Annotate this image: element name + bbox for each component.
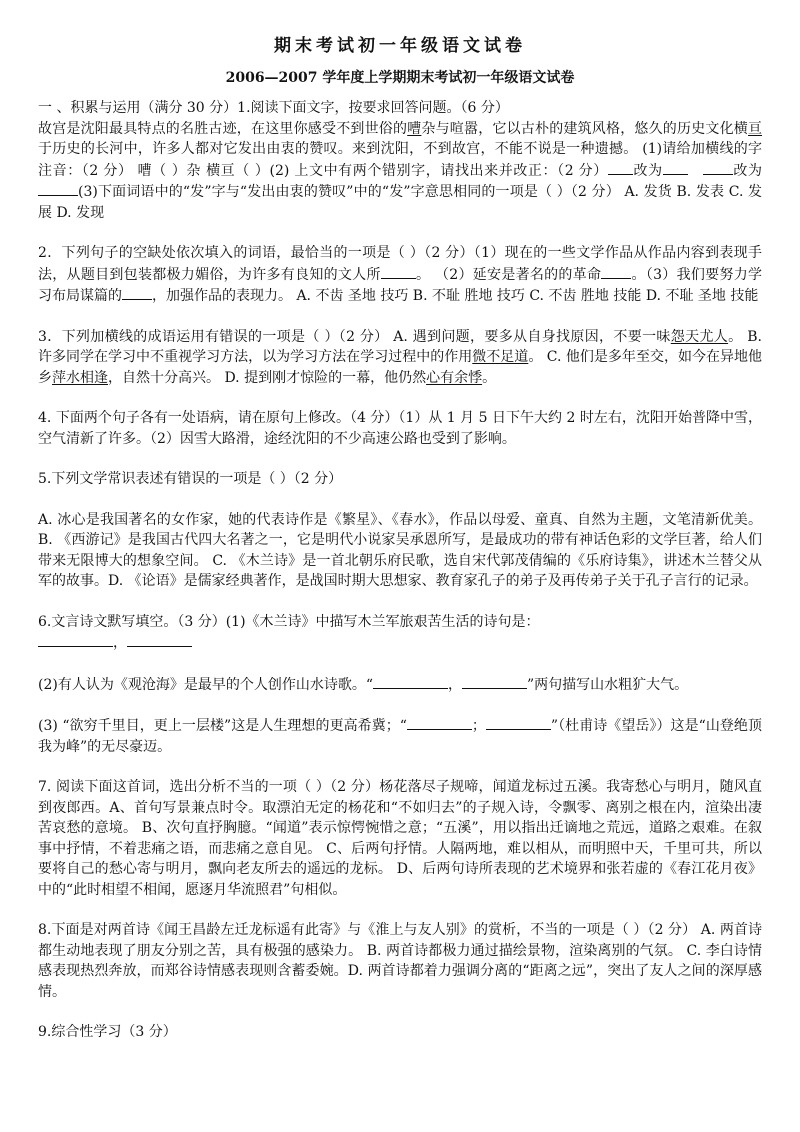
page-title: 期末考试初一年级语文试卷	[274, 36, 526, 56]
answer-blank[interactable]	[127, 632, 192, 647]
answer-blank[interactable]	[38, 181, 78, 196]
question-4: 4. 下面两个句子各有一处语病，请在原句上修改。（4 分）（1）从 1 月 5 日下午大约 2 时左右，沈阳开始普降中雪，空气清新了许多。（2）因雪大路滑，途经沈阳的不少高速公路也受到了影响。	[38, 410, 762, 447]
answer-blank[interactable]	[462, 674, 527, 689]
answer-blank[interactable]	[381, 264, 416, 279]
question-3: 3．下列加横线的成语运用有错误的一项是（ ）（2 分） A. 遇到问题，要多从自身找原因，不要一味怨天尤人。 B. 许多同学在学习中不重视学习方法，以为学习方法在学习过程中的作用微不足道。 C. 他们是多年至交，如今在异地他乡萍水相逢，自然十分高兴。 D. 提到刚才惊险的一幕，他仍然心有余悸。	[38, 328, 763, 386]
question-6-part-3: (3) “欲穷千里目，更上一层楼”这是人生理想的更高希冀；“ ； ”（杜甫诗《望岳》）这是“山登绝顶我为峰”的无尽豪迈。	[38, 715, 762, 757]
underlined-idiom: 心有余悸	[426, 369, 483, 386]
question-1: 一 、积累与运用（满分 30 分）1.阅读下面文字，按要求回答问题。（6 分） 故宫是沈阳最具特点的名胜古迹，在这里你感受不到世俗的嘈杂与喧嚣，它以古朴的建筑风格，悠久的历史文化横亘于历史的长河中，许多人都对它发出由衷的赞叹。来到沈阳，不到故宫，不能不说是一种遗撼。 (1)请给加横线的字注音：（2 分） 嘈（ ）杂 横亘（ ）(2) 上文中有两个错别字，请找出来并改正：（2 分） 改为 改为(3)下面词语中的“发”字与“发出由衷的赞叹”中的“发”字意思相同的一项是（ ）（2 分） A. 发货 B. 发表 C. 发展 D. 发现	[38, 100, 763, 221]
question-9: 9.综合性学习（3 分）	[38, 1024, 177, 1040]
answer-blank[interactable]	[601, 264, 631, 279]
question-5: 5.下列文学常识表述有错误的一项是（ ）（2 分）	[38, 471, 343, 487]
answer-blank[interactable]	[38, 632, 113, 647]
answer-blank[interactable]	[486, 715, 551, 730]
question-7: 7. 阅读下面这首词，选出分析不当的一项（ ）（2 分）杨花落尽子规啼，闻道龙标过五溪。我寄愁心与明月，随风直到夜郎西。A、首句写景兼点时令。取漂泊无定的杨花和“不如归去”的子规入诗，令飘零、离别之根在内，渲染出凄苦哀愁的意境。 B、次句直抒胸臆。“闻道”表示惊愕惋惜之意；“五溪”，用以指出迁谪地之荒远，道路之艰难。在叙事中抒情，不着悲痛之语，而悲痛之意自见。 C、后两句抒情。人隔两地，难以相从，而明照中天，千里可共，所以要将自己的愁心寄与明月，飘向老友所去的遥远的龙标。 D、后两句诗所表现的艺术境界和张若虚的《春江花月夜》中的“此时相望不相闻，愿逐月华流照君”句相似。	[38, 779, 762, 898]
underlined-idiom: 怨天尤人	[670, 328, 729, 345]
question-2: 2．下列句子的空缺处依次填入的词语，最恰当的一项是（ ）（2 分）（1）现在的一些文学作品从作品内容到表现手法，从题目到包装都极力媚俗，为许多有良知的文人所 。 （2）延安是著名的的革命 。（3）我们要努力学习布局谋篇的 ，加强作品的表现力。 A. 不齿 圣地 技巧 B. 不耻 胜地 技巧 C. 不齿 胜地 技能 D. 不耻 圣地 技能	[38, 245, 762, 304]
answer-blank[interactable]	[407, 715, 472, 730]
answer-blank[interactable]	[122, 285, 152, 300]
question-6: 6.文言诗文默写填空。（3 分）(1)《木兰诗》中描写木兰军旅艰苦生活的诗句是： ，	[38, 613, 540, 651]
q1-heading: 一 、积累与运用（满分 30 分）1.阅读下面文字，按要求回答问题。（6 分）	[38, 100, 509, 116]
question-8: 8.下面是对两首诗《闻王昌龄左迁龙标遥有此寄》与《淮上与友人别》的赏析，不当的一项是（ ）（2 分） A. 两首诗都生动地表现了朋友分别之苦，具有极强的感染力。 B. 两首诗都极力通过描绘景物，渲染离别的气氛。 C. 李白诗情感表现热烈奔放，而郑谷诗情感表现则含蓄委婉。D. 两首诗都着力强调分离的“距离之远”，突出了友人之间的深厚感情。	[38, 922, 762, 1000]
underlined-char: 嘈	[407, 120, 422, 137]
question-5-options: A. 冰心是我国著名的女作家，她的代表诗作是《繁星》、《春水》，作品以母爱、童真、自然为主题，文笔清新优美。 B. 《西游记》是我国古代四大名著之一，它是明代小说家吴承恩所写，是最成功的带有神话色彩的文学巨著，给人们带来无限博大的想象空间。 C. 《木兰诗》是一首北朝乐府民歌，选自宋代郭茂倩编的《乐府诗集》，讲述木兰替父从军的故事。D. 《论语》是儒家经典著作，是战国时期大思想家、教育家孔子的弟子及再传弟子关于孔子言行的记录。	[38, 511, 762, 589]
page-subtitle: 2006—2007 学年度上学期期末考试初一年级语文试卷	[225, 70, 575, 86]
underlined-idiom: 萍水相逢	[52, 369, 108, 386]
answer-blank[interactable]	[373, 674, 448, 689]
underlined-char: 亘	[748, 120, 763, 137]
answer-blank[interactable]	[608, 160, 633, 175]
answer-blank[interactable]	[663, 160, 688, 175]
underlined-idiom: 微不足道	[472, 349, 529, 365]
question-6-part-2: (2)有人认为《观沧海》是最早的个人创作山水诗歌。“ ， ”两句描写山水粗犷大气。	[38, 674, 762, 696]
answer-blank[interactable]	[703, 160, 733, 175]
exam-page	[38, 32, 762, 1043]
